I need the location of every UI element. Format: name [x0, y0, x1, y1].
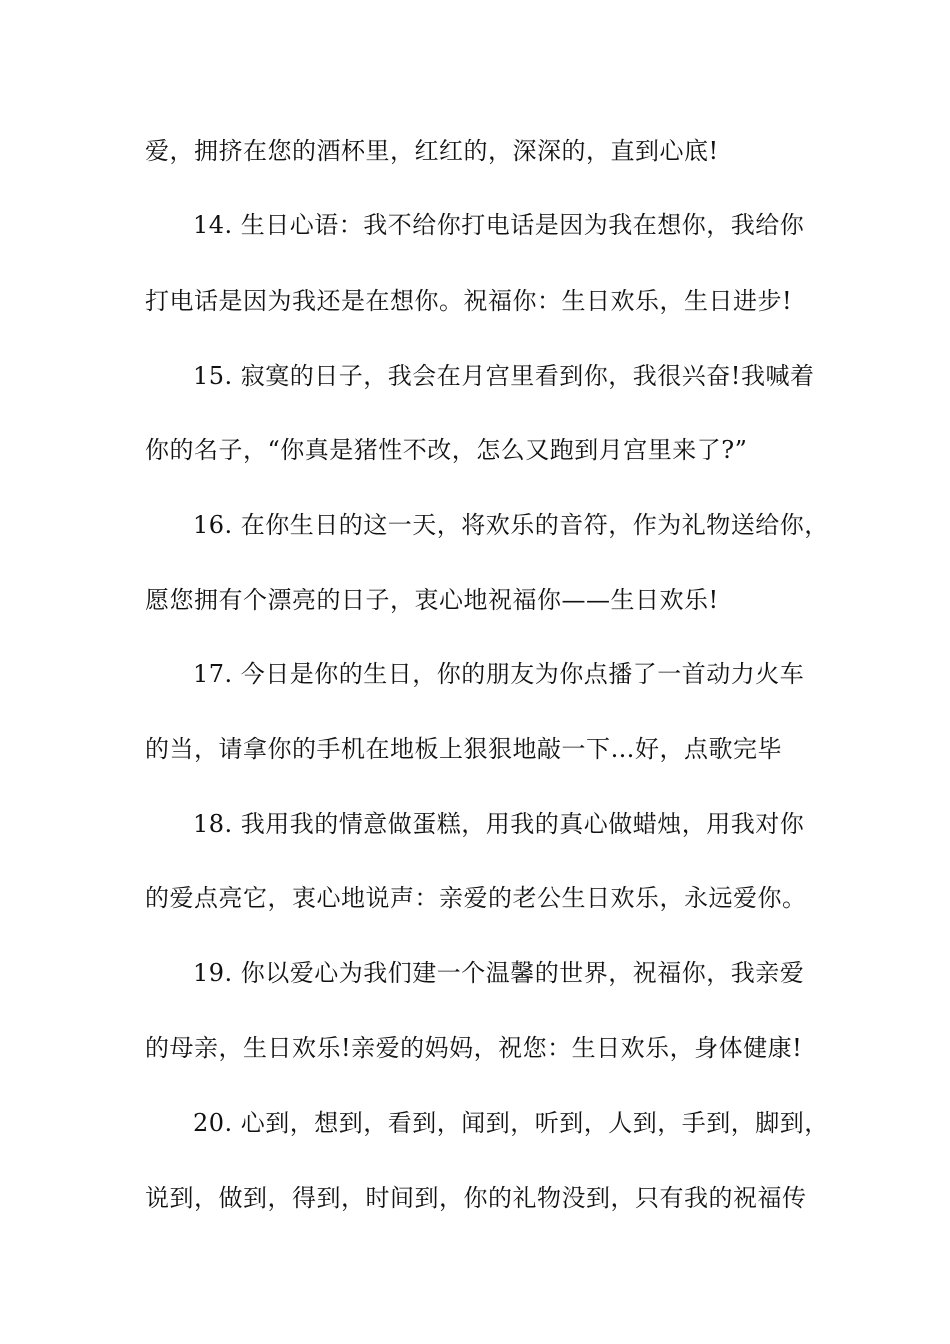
text-line: 爱，拥挤在您的酒杯里，红红的，深深的，直到心底!	[145, 137, 719, 165]
text-line: 14. 生日心语：我不给你打电话是因为我在想你，我给你	[193, 211, 805, 239]
text-line: 的爱点亮它，衷心地说声：亲爱的老公生日欢乐，永远爱你。	[145, 884, 807, 912]
text-line: 说到，做到，得到，时间到，你的礼物没到，只有我的祝福传	[145, 1184, 807, 1212]
text-line: 18. 我用我的情意做蛋糕，用我的真心做蜡烛，用我对你	[193, 810, 805, 838]
text-line: 愿您拥有个漂亮的日子，衷心地祝福你——生日欢乐!	[145, 586, 719, 614]
text-line: 17. 今日是你的生日，你的朋友为你点播了一首动力火车	[193, 660, 805, 688]
text-line: 20. 心到，想到，看到，闻到，听到，人到，手到，脚到，	[193, 1109, 829, 1137]
text-line: 打电话是因为我还是在想你。祝福你：生日欢乐，生日进步!	[145, 287, 793, 315]
text-line: 的母亲，生日欢乐!亲爱的妈妈，祝您：生日欢乐，身体健康!	[145, 1034, 803, 1062]
text-line: 15. 寂寞的日子，我会在月宫里看到你，我很兴奋!我喊着	[193, 362, 815, 390]
text-line: 19. 你以爱心为我们建一个温馨的世界，祝福你，我亲爱	[193, 959, 805, 987]
text-line: 的当，请拿你的手机在地板上狠狠地敲一下…好，点歌完毕	[145, 735, 782, 763]
text-line: 16. 在你生日的这一天，将欢乐的音符，作为礼物送给你，	[193, 511, 829, 539]
text-line: 你的名子，“你真是猪性不改，怎么又跑到月宫里来了?”	[145, 436, 748, 464]
